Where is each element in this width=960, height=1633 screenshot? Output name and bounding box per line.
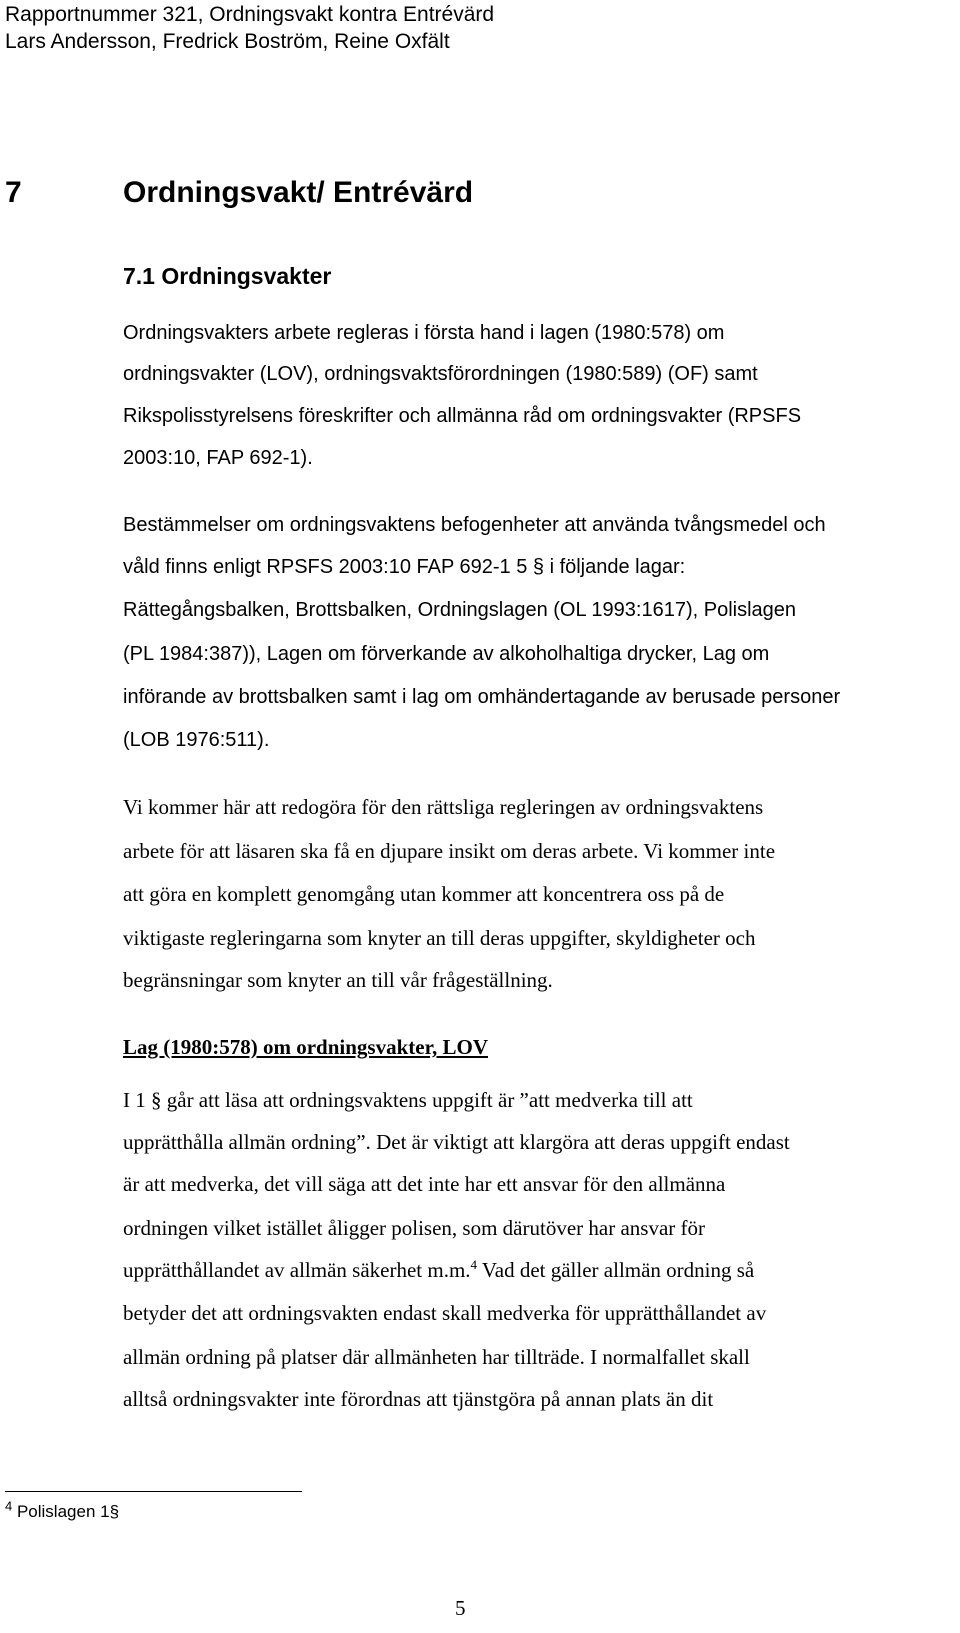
paragraph-line: Ordningsvakters arbete regleras i första hand i lagen (1980:578) om xyxy=(123,322,725,344)
paragraph-line: I 1 § går att läsa att ordningsvaktens uppgift är ”att medverka till att xyxy=(123,1088,693,1112)
footnote xyxy=(5,1498,120,1522)
line-text: Vad det gäller allmän ordning så xyxy=(477,1258,755,1282)
line-text: upprätthållandet av allmän säkerhet m.m. xyxy=(123,1258,471,1282)
paragraph-line: upprätthålla allmän ordning”. Det är viktigt att klargöra att deras uppgift endast xyxy=(123,1130,790,1154)
chapter-number: 7 xyxy=(5,176,22,209)
footnote-text: Polislagen 1§ xyxy=(12,1502,120,1521)
paragraph-line: våld finns enligt RPSFS 2003:10 FAP 692-1 5 § i följande lagar: xyxy=(123,556,686,578)
paragraph-line: allmän ordning på platser där allmänheten har tillträde. I normalfallet skall xyxy=(123,1345,750,1369)
footnote-reference[interactable]: 4 xyxy=(470,1257,478,1272)
chapter-title: Ordningsvakt/ Entrévärd xyxy=(123,176,474,209)
paragraph-line: arbete för att läsaren ska få en djupare insikt om deras arbete. Vi kommer inte xyxy=(123,839,776,863)
paragraph-line: Vi kommer här att redogöra för den rättsliga regleringen av ordningsvaktens xyxy=(123,795,764,819)
paragraph-line: Bestämmelser om ordningsvaktens befogenheter att använda tvångsmedel och xyxy=(123,514,826,536)
paragraph-line: ordningsvakter (LOV), ordningsvaktsförordningen (1980:589) (OF) samt xyxy=(123,363,758,385)
section-title: 7.1 Ordningsvakter xyxy=(123,263,332,289)
paragraph-line: 2003:10, FAP 692-1). xyxy=(123,447,313,469)
paragraph-line: Rikspolisstyrelsens föreskrifter och allmänna råd om ordningsvakter (RPSFS xyxy=(123,405,802,427)
footnote-mark: 4 xyxy=(5,1498,13,1514)
paragraph-line: införande av brottsbalken samt i lag om omhändertagande av berusade personer xyxy=(123,686,841,708)
paragraph-line: begränsningar som knyter an till vår frågeställning. xyxy=(123,968,553,992)
paragraph-line: är att medverka, det vill säga att det inte har ett ansvar för den allmänna xyxy=(123,1172,726,1196)
page-number: 5 xyxy=(455,1596,466,1620)
paragraph-line: viktigaste regleringarna som knyter an till deras uppgifter, skyldigheter och xyxy=(123,926,756,950)
running-header-authors: Lars Andersson, Fredrick Boström, Reine Oxfält xyxy=(5,30,450,53)
paragraph-line: att göra en komplett genomgång utan kommer att koncentrera oss på de xyxy=(123,882,725,906)
paragraph-line: betyder det att ordningsvakten endast skall medverka för upprätthållandet av xyxy=(123,1301,767,1325)
paragraph-line: (PL 1984:387)), Lagen om förverkande av alkoholhaltiga drycker, Lag om xyxy=(123,643,770,665)
paragraph-line: (LOB 1976:511). xyxy=(123,729,270,751)
paragraph-line: alltså ordningsvakter inte förordnas att tjänstgöra på annan plats än dit xyxy=(123,1387,714,1411)
paragraph-line: ordningen vilket istället åligger polisen, som därutöver har ansvar för xyxy=(123,1216,706,1240)
footnote-divider xyxy=(5,1491,302,1492)
paragraph-line xyxy=(123,1258,754,1283)
running-header-report: Rapportnummer 321, Ordningsvakt kontra Entrévärd xyxy=(5,3,495,26)
subheading-lov: Lag (1980:578) om ordningsvakter, LOV xyxy=(123,1035,488,1059)
paragraph-line: Rättegångsbalken, Brottsbalken, Ordningslagen (OL 1993:1617), Polislagen xyxy=(123,599,797,621)
